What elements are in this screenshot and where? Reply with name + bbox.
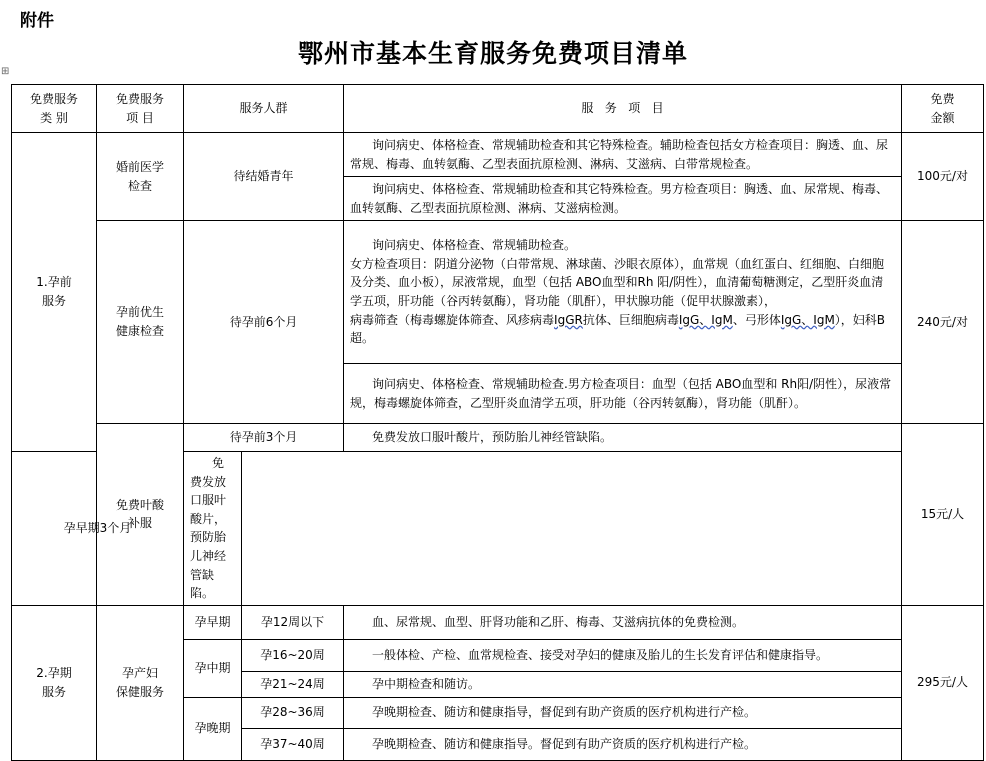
middle-period: 孕中期 — [184, 639, 242, 697]
page-title: 鄂州市基本生育服务免费项目清单 — [297, 39, 688, 68]
maternal-care-amount: 295元/人 — [902, 605, 984, 760]
late-weeks-1: 孕28~36周 — [242, 697, 344, 728]
header-items: 服 务 项 目 — [344, 85, 902, 133]
folic-desc-2: 免费发放口服叶酸片，预防胎儿神经管缺陷。 — [184, 452, 242, 606]
premarital-amount: 100元/对 — [902, 133, 984, 221]
middle-desc-2: 孕中期检查和随访。 — [344, 671, 902, 697]
late-desc-2: 孕晚期检查、随访和健康指导。督促到有助产资质的医疗机构进行产检。 — [344, 728, 902, 760]
header-amount: 免费 金额 — [902, 85, 984, 133]
middle-weeks-2: 孕21~24周 — [242, 671, 344, 697]
middle-desc-1: 一般体检、产检、血常规检查、接受对孕妇的健康及胎儿的生长发育评估和健康指导。 — [344, 639, 902, 671]
table-row — [12, 452, 984, 606]
late-weeks-2: 孕37~40周 — [242, 728, 344, 760]
free-services-table — [11, 84, 984, 761]
header-row — [12, 85, 984, 133]
maternal-care-name: 孕产妇 保健服务 — [97, 605, 184, 760]
preconception-amount: 240元/对 — [902, 221, 984, 424]
preconception-female-intro: 询问病史、体格检查、常规辅助检查。 — [372, 238, 577, 253]
section-2-label: 2.孕期 服务 — [12, 605, 97, 760]
header-category: 免费服务 类 别 — [12, 85, 97, 133]
premarital-population: 待结婚青年 — [184, 133, 344, 221]
early-desc: 血、尿常规、血型、肝肾功能和乙肝、梅毒、艾滋病抗体的免费检测。 — [344, 605, 902, 639]
table-row — [12, 133, 984, 177]
preconception-female-list: 女方检查项目：阴道分泌物（白带常规、淋球菌、沙眼衣原体），血常规（血红蛋白、红细胞、白细胞及分类、血小板），尿液常规，血型（包括 ABO血型和Rh 阳/阴性），血清葡萄糖测定，乙型肝炎血清学五项，肝功能（谷丙转氨酶），肾功能（肌酐），甲状腺功能（促甲状腺激素）， — [350, 256, 885, 308]
preconception-virus-screen: 病毒筛查（梅毒螺旋体筛查、风疹病毒IgGR抗体、巨细胞病毒IgG、IgM、弓形体IgG、IgM），妇科B超。 — [350, 312, 886, 346]
middle-weeks-1: 孕16~20周 — [242, 639, 344, 671]
section-1-label: 1.孕前 服务 — [12, 133, 97, 452]
preconception-population: 待孕前6个月 — [184, 221, 344, 424]
folic-desc-1: 免费发放口服叶酸片，预防胎儿神经管缺陷。 — [344, 424, 902, 452]
late-desc-1: 孕晚期检查、随访和健康指导，督促到有助产资质的医疗机构进行产检。 — [344, 697, 902, 728]
table-move-handle-icon[interactable]: ⊞ — [1, 66, 10, 77]
folic-population-1: 待孕前3个月 — [184, 424, 344, 452]
header-population: 服务人群 — [184, 85, 344, 133]
table-row — [12, 221, 984, 364]
preconception-name: 孕前优生 健康检查 — [97, 221, 184, 424]
preconception-female-items — [344, 221, 902, 364]
premarital-male-items: 询问病史、体格检查、常规辅助检查和其它特殊检查。男方检查项目：胸透、血、尿常规、梅毒、血转氨酶、乙型表面抗原检测、淋病、艾滋病检测。 — [344, 177, 902, 221]
table-row — [12, 605, 984, 639]
header-project: 免费服务 项 目 — [97, 85, 184, 133]
attachment-label: 附件 — [20, 11, 54, 31]
table-row — [12, 424, 984, 452]
premarital-name: 婚前医学 检查 — [97, 133, 184, 221]
folic-name: 免费叶酸 补服 — [97, 424, 184, 606]
early-weeks: 孕12周以下 — [242, 605, 344, 639]
folic-amount: 15元/人 — [902, 424, 984, 606]
late-period: 孕晚期 — [184, 697, 242, 760]
folic-population-2: 孕早期3个月 — [12, 452, 184, 606]
preconception-male-items: 询问病史、体格检查、常规辅助检查.男方检查项目：血型（包括 ABO血型和 Rh阳/阴性），尿液常规，梅毒螺旋体筛查，乙型肝炎血清学五项，肝功能（谷丙转氨酶），肾功能（肌酐）。 — [344, 364, 902, 424]
premarital-female-items: 询问病史、体格检查、常规辅助检查和其它特殊检查。辅助检查包括女方检查项目：胸透、血、尿常规、梅毒、血转氨酶、乙型表面抗原检测、淋病、艾滋病、白带常规检查。 — [344, 133, 902, 177]
early-period: 孕早期 — [184, 605, 242, 639]
